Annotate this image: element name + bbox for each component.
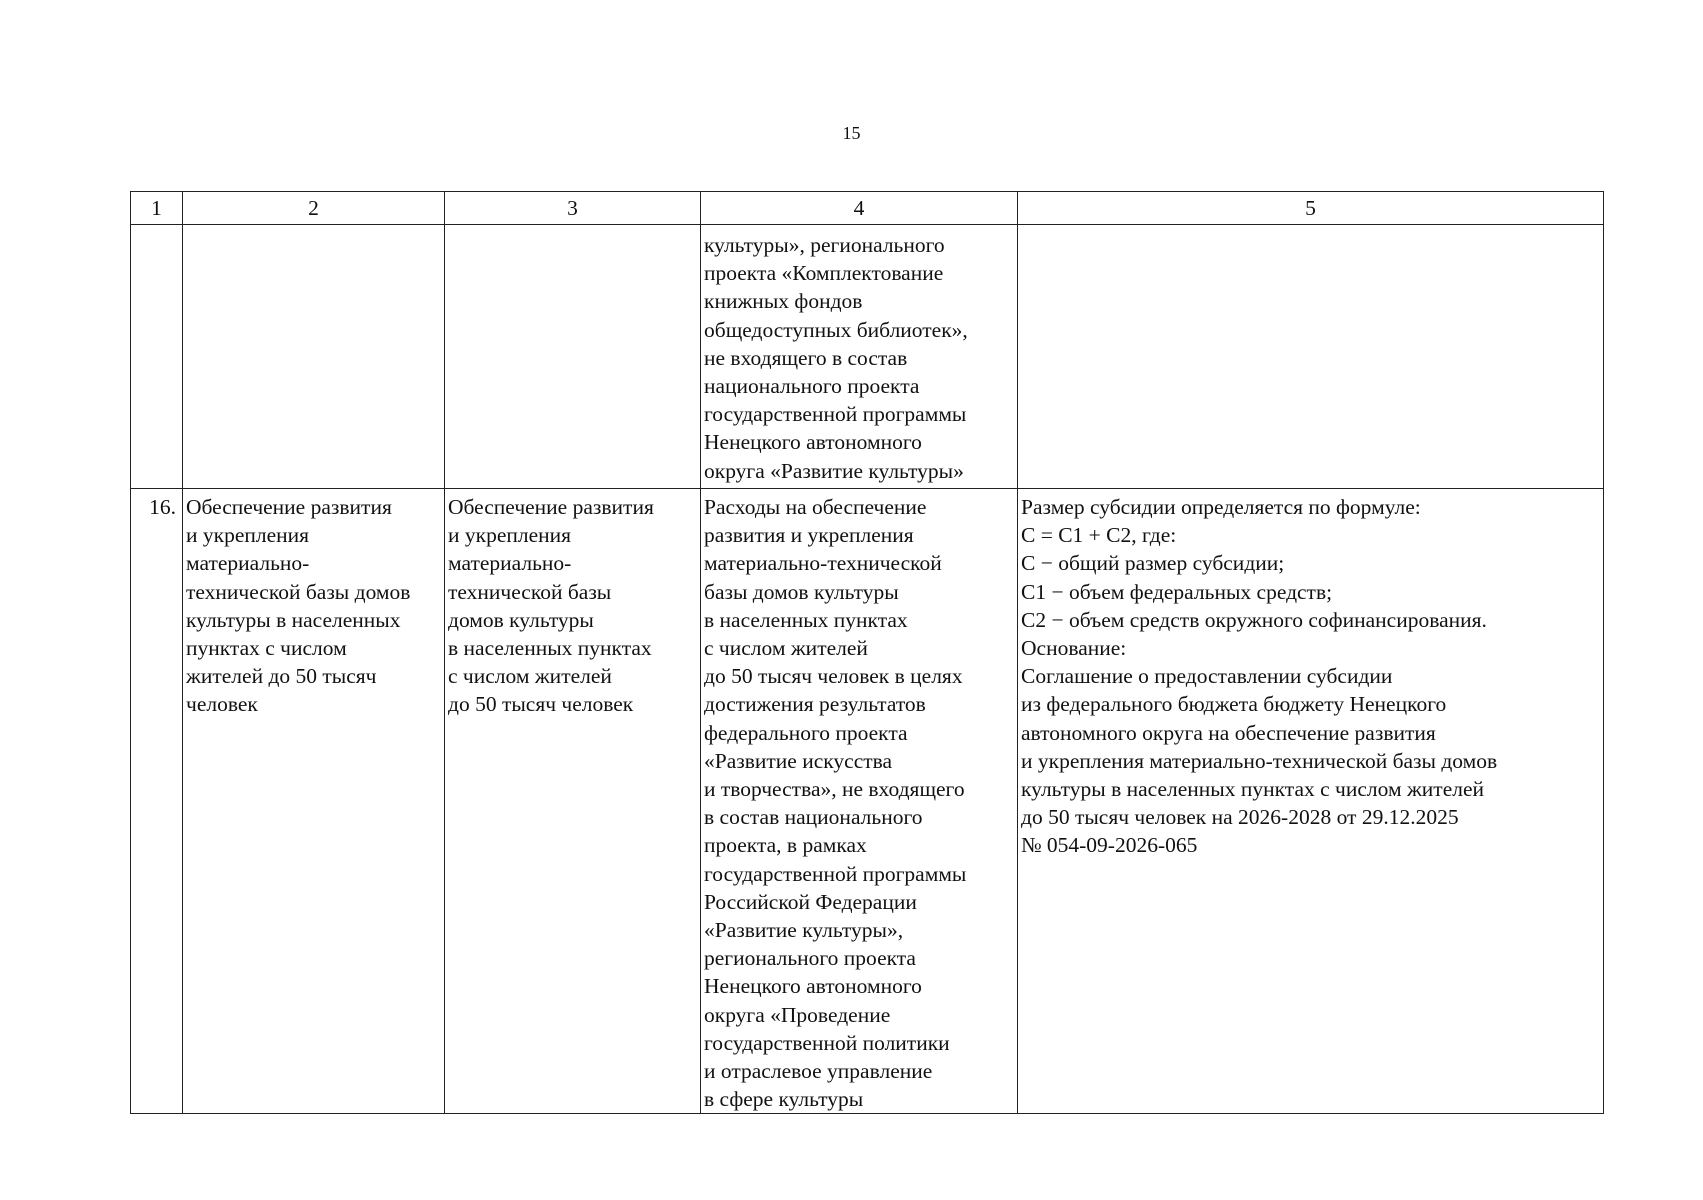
table-header-row [131, 192, 1604, 225]
calculation-basis-cell: Размер субсидии определяется по формуле: С = С1 + С2, где: С − общий размер субсидии; С1 − объем федеральных средств; С2 − объем средств окружного софинансирования. Основание: Соглашение о предоставлении субсидии из федерального бюджета бюджету Ненецкого автономного округа на обеспечение развития и укрепления материально-технической базы домов культуры в населенных пунктах с числом жителей до 50 тысяч человек на 2026-2028 от 29.12.2025 № 054-09-2026-065 [1018, 489, 1604, 1114]
column-header-5: 5 [1018, 192, 1604, 225]
calculation-basis-cell [1018, 225, 1604, 489]
subsidy-name-cell: Обеспечение развития и укрепления материально- технической базы домов культуры в населенных пунктах с числом жителей до 50 тысяч человек [183, 489, 445, 1114]
row-number-cell [131, 225, 183, 489]
row-number-cell: 16. [131, 489, 183, 1114]
page-number: 15 [842, 123, 861, 143]
column-header-1: 1 [131, 192, 183, 225]
table-row [131, 489, 1604, 1114]
expenses-description-cell: Расходы на обеспечение развития и укрепления материально-технической базы домов культуры в населенных пунктах с числом жителей до 50 тысяч человек в целях достижения результатов федерального проекта «Развитие искусства и творчества», не входящего в состав национального проекта, в рамках государственной программы Российской Федерации «Развитие культуры», регионального проекта Ненецкого автономного округа «Проведение государственной политики и отраслевое управление в сфере культуры [701, 489, 1018, 1114]
column-header-3: 3 [445, 192, 701, 225]
subsidy-table [130, 191, 1604, 1114]
subsidy-name-cell [183, 225, 445, 489]
subsidy-purpose-cell: Обеспечение развития и укрепления материально- технической базы домов культуры в населенных пунктах с числом жителей до 50 тысяч человек [445, 489, 701, 1114]
expenses-description-cell: культуры», регионального проекта «Комплектование книжных фондов общедоступных библиотек», не входящего в состав национального проекта государственной программы Ненецкого автономного округа «Развитие культуры» [701, 225, 1018, 489]
column-header-4: 4 [701, 192, 1018, 225]
column-header-2: 2 [183, 192, 445, 225]
subsidy-purpose-cell [445, 225, 701, 489]
table-row [131, 225, 1604, 489]
